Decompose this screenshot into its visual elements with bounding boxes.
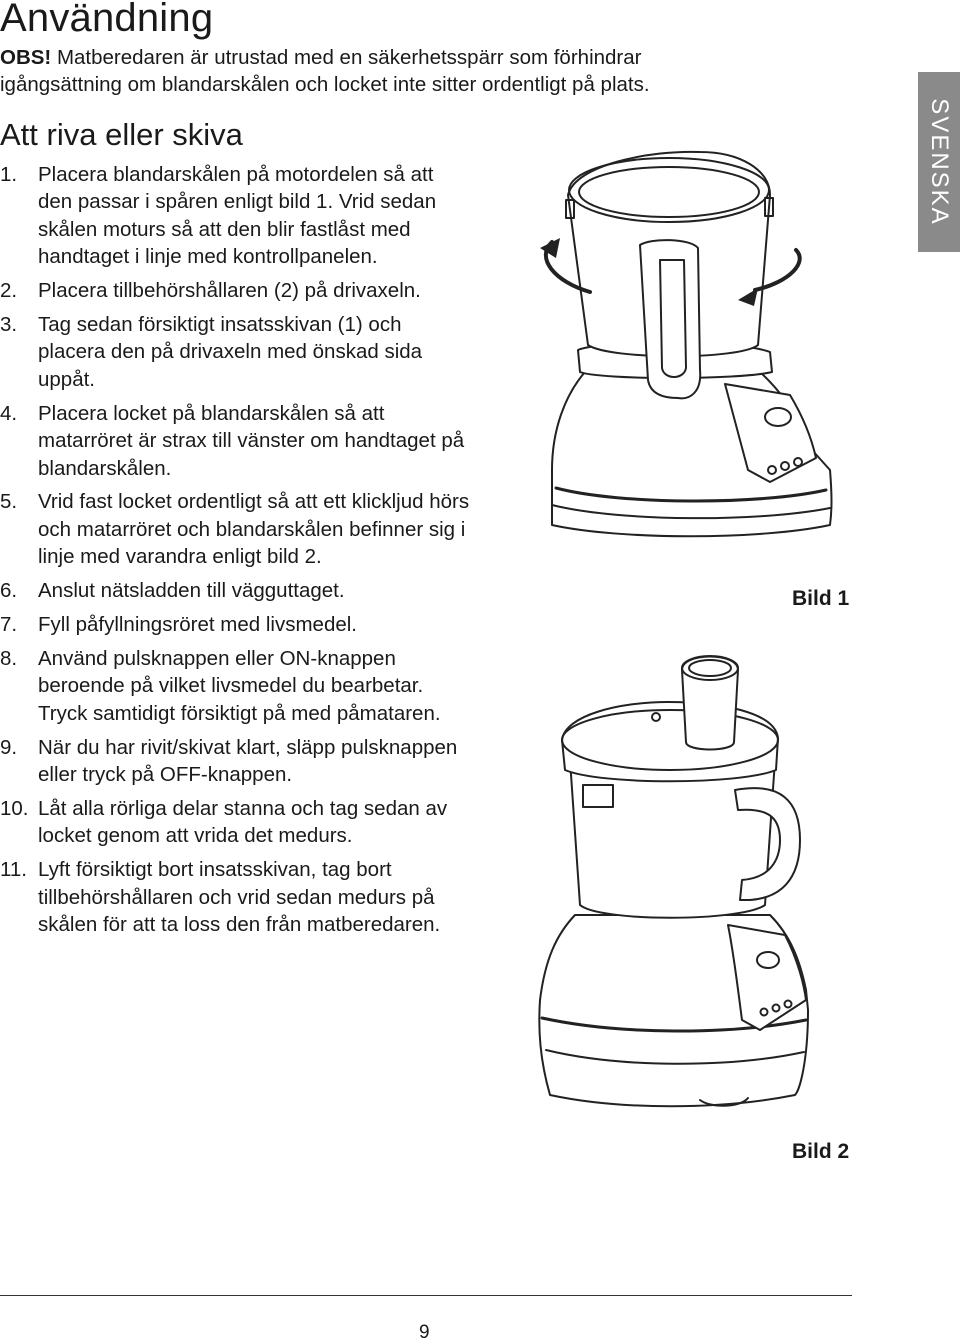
step-text: Placera blandarskålen på motordelen så att den passar i spåren enligt bild 1. Vrid sedan skålen moturs så att den blir fastlåst med handtaget i linje med kontrollpanelen. [38, 163, 437, 269]
step-number: 10. [0, 797, 29, 821]
step-text: Använd pulsknappen eller ON-knappen beroende på vilket livsmedel du bearbetar. Tryck samtidigt försiktigt på med påmataren. [38, 647, 441, 725]
step-text: När du har rivit/skivat klart, släpp pulsknappen eller tryck på OFF-knappen. [38, 735, 458, 787]
list-item [0, 277, 470, 304]
step-text: Placera tillbehörshållaren (2) på drivaxeln. [38, 279, 421, 303]
notice-text: Matberedaren är utrustad med en säkerhetsspärr som förhindrar igångsättning om blandarskålen och locket inte sitter ordentligt på plats. [0, 46, 650, 96]
step-text: Låt alla rörliga delar stanna och tag sedan av locket genom att vrida det medurs. [38, 797, 448, 848]
step-number: 11. [0, 858, 27, 882]
list-item [0, 311, 470, 393]
step-text: Lyft försiktigt bort insatsskivan, tag bort tillbehörshållaren och vrid sedan medurs på skålen för att ta loss den från matberedaren. [38, 858, 441, 937]
step-text: Tag sedan försiktigt insatsskivan (1) och placera den på drivaxeln med önskad sida uppåt. [38, 313, 423, 391]
list-item [0, 795, 470, 850]
step-number: 7. [0, 613, 18, 637]
list-item [0, 577, 470, 604]
list-item [0, 856, 470, 938]
step-text: Vrid fast locket ordentligt så att ett klickljud hörs och matarröret och blandarskålen befinner sig i linje med varandra enligt bild 2. [38, 490, 470, 569]
step-number: 3. [0, 313, 18, 337]
instruction-list [0, 161, 470, 945]
list-item [0, 488, 470, 570]
page-title: Användning [0, 0, 214, 40]
step-text: Anslut nätsladden till vägguttaget. [38, 579, 345, 603]
safety-notice [0, 44, 760, 98]
list-item [0, 161, 470, 271]
language-tab [918, 72, 960, 252]
footer-divider [0, 1295, 852, 1296]
list-item [0, 734, 470, 789]
step-number: 6. [0, 579, 18, 603]
step-number: 4. [0, 401, 18, 425]
step-text: Placera locket på blandarskålen så att matarröret är strax till vänster om handtaget på blandarskålen. [38, 401, 465, 480]
figure-1-illustration [520, 140, 840, 540]
step-text: Fyll påfyllningsröret med livsmedel. [38, 613, 358, 637]
page-number: 9 [419, 1322, 430, 1343]
figure-2-caption: Bild 2 [792, 1140, 850, 1163]
step-number: 2. [0, 279, 18, 303]
list-item [0, 611, 470, 638]
list-item [0, 400, 470, 482]
figure-2-illustration [530, 640, 820, 1120]
list-item [0, 645, 470, 727]
figure-1-caption: Bild 1 [792, 587, 850, 610]
notice-prefix: OBS! [0, 46, 52, 69]
step-number: 5. [0, 490, 18, 514]
step-number: 8. [0, 647, 18, 670]
language-tab-label: SVENSKA [926, 98, 953, 226]
step-number: 9. [0, 735, 18, 759]
section-title: Att riva eller skiva [0, 117, 243, 152]
step-number: 1. [0, 163, 18, 186]
